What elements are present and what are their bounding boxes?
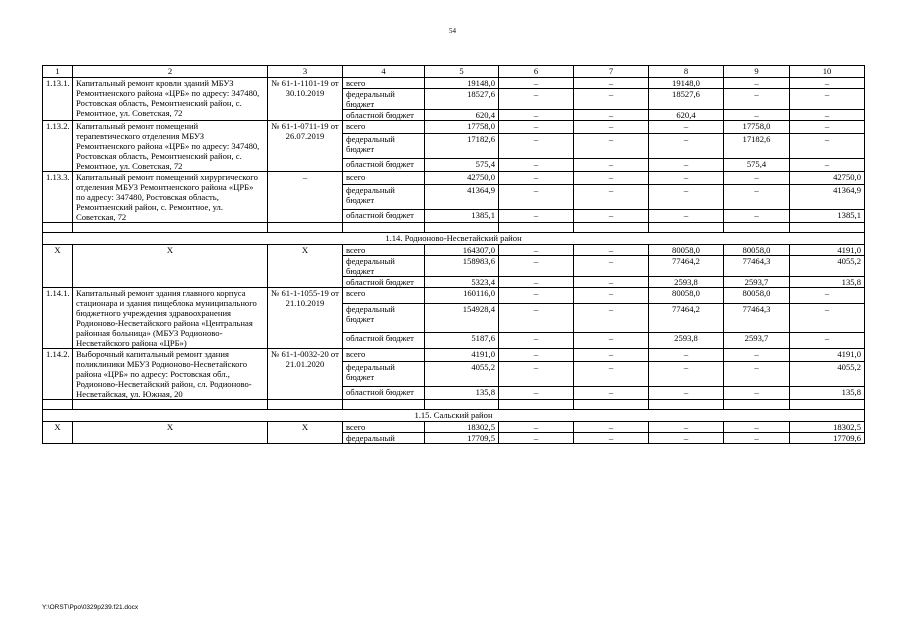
year-value-c9: 575,4 bbox=[724, 158, 790, 171]
year-value-c9: – bbox=[724, 110, 790, 121]
year-value-c8: 19148,0 bbox=[649, 78, 724, 89]
year-value-c6: – bbox=[499, 277, 574, 288]
year-value-c8: 620,4 bbox=[649, 110, 724, 121]
year-value-c6: – bbox=[499, 172, 574, 185]
year-value-c6: – bbox=[499, 256, 574, 277]
year-value-c6: – bbox=[499, 158, 574, 171]
year-value-c7: – bbox=[574, 89, 649, 110]
item-description: Х bbox=[73, 245, 268, 288]
year-value-c8: – bbox=[649, 158, 724, 171]
year-value-c8: 80058,0 bbox=[649, 288, 724, 304]
year-value-c6: – bbox=[499, 288, 574, 304]
empty-cell bbox=[499, 400, 574, 410]
funding-source: всего bbox=[343, 245, 425, 256]
year-value-c8: – bbox=[649, 362, 724, 387]
total-value: 575,4 bbox=[425, 158, 499, 171]
year-value-c6: – bbox=[499, 245, 574, 256]
empty-cell bbox=[268, 223, 343, 233]
year-value-c7: – bbox=[574, 185, 649, 210]
table-row bbox=[43, 121, 865, 134]
column-header: 1 bbox=[43, 66, 73, 78]
funding-source: федеральный бюджет bbox=[343, 256, 425, 277]
document-number: Х bbox=[268, 245, 343, 288]
total-value: 17182,6 bbox=[425, 134, 499, 159]
column-header-row bbox=[43, 66, 865, 78]
column-header: 4 bbox=[343, 66, 425, 78]
spacer-row bbox=[43, 223, 865, 233]
file-path-footer: Y:\ORST\Ppo\0329p239.f21.docx bbox=[42, 604, 139, 611]
year-value-c8: – bbox=[649, 349, 724, 362]
year-value-c6: – bbox=[499, 349, 574, 362]
year-value-c6: – bbox=[499, 185, 574, 210]
column-header: 10 bbox=[790, 66, 865, 78]
section-title: 1.14. Родионово-Несветайский район bbox=[43, 233, 865, 245]
total-value: 17709,5 bbox=[425, 433, 499, 444]
year-value-c7: – bbox=[574, 386, 649, 399]
item-number: 1.14.1. bbox=[43, 288, 73, 349]
table-row bbox=[43, 422, 865, 433]
year-value-c10: 42750,0 bbox=[790, 172, 865, 185]
year-value-c7: – bbox=[574, 433, 649, 444]
section-title: 1.15. Сальский район bbox=[43, 410, 865, 422]
empty-cell bbox=[343, 223, 425, 233]
document-number: № 61-1-1101-19 от 30.10.2019 bbox=[268, 78, 343, 121]
total-value: 5187,6 bbox=[425, 333, 499, 349]
item-description: Капитальный ремонт помещений терапевтического отделения МБУЗ Ремонтненского района «ЦРБ» по адресу: 347480, Ростовская область, Ремонтненский район, с. Ремонтное, ул. Советская, 72 bbox=[73, 121, 268, 172]
year-value-c9: – bbox=[724, 349, 790, 362]
column-header: 9 bbox=[724, 66, 790, 78]
year-value-c9: – bbox=[724, 433, 790, 444]
year-value-c9: – bbox=[724, 362, 790, 387]
year-value-c8: 18527,6 bbox=[649, 89, 724, 110]
year-value-c10: 4055,2 bbox=[790, 362, 865, 387]
funding-source: всего bbox=[343, 349, 425, 362]
total-value: 42750,0 bbox=[425, 172, 499, 185]
funding-source: областной бюджет bbox=[343, 277, 425, 288]
funding-source: федеральный бюджет bbox=[343, 362, 425, 387]
empty-cell bbox=[649, 223, 724, 233]
year-value-c7: – bbox=[574, 134, 649, 159]
year-value-c10: – bbox=[790, 333, 865, 349]
year-value-c7: – bbox=[574, 172, 649, 185]
item-number: 1.14.2. bbox=[43, 349, 73, 400]
year-value-c8: – bbox=[649, 209, 724, 222]
table-row bbox=[43, 288, 865, 304]
funding-source: областной бюджет bbox=[343, 386, 425, 399]
table-body bbox=[43, 66, 865, 444]
year-value-c10: – bbox=[790, 110, 865, 121]
total-value: 17758,0 bbox=[425, 121, 499, 134]
year-value-c10: 135,8 bbox=[790, 386, 865, 399]
year-value-c6: – bbox=[499, 303, 574, 333]
document-number: № 61-1-1055-19 от 21.10.2019 bbox=[268, 288, 343, 349]
empty-cell bbox=[43, 223, 73, 233]
year-value-c9: – bbox=[724, 386, 790, 399]
empty-cell bbox=[343, 400, 425, 410]
column-header: 3 bbox=[268, 66, 343, 78]
empty-cell bbox=[790, 223, 865, 233]
column-header: 8 bbox=[649, 66, 724, 78]
year-value-c9: 2593,7 bbox=[724, 277, 790, 288]
year-value-c10: – bbox=[790, 121, 865, 134]
year-value-c10: 4055,2 bbox=[790, 256, 865, 277]
year-value-c6: – bbox=[499, 209, 574, 222]
year-value-c6: – bbox=[499, 89, 574, 110]
year-value-c8: – bbox=[649, 134, 724, 159]
year-value-c8: 2593,8 bbox=[649, 277, 724, 288]
funding-source: федеральный bbox=[343, 433, 425, 444]
funding-source: всего bbox=[343, 78, 425, 89]
year-value-c10: 18302,5 bbox=[790, 422, 865, 433]
year-value-c9: 77464,3 bbox=[724, 256, 790, 277]
year-value-c7: – bbox=[574, 110, 649, 121]
year-value-c9: 17758,0 bbox=[724, 121, 790, 134]
page-number: 54 bbox=[449, 27, 456, 35]
year-value-c9: – bbox=[724, 172, 790, 185]
year-value-c7: – bbox=[574, 256, 649, 277]
item-number: Х bbox=[43, 422, 73, 444]
year-value-c7: – bbox=[574, 277, 649, 288]
year-value-c6: – bbox=[499, 134, 574, 159]
year-value-c8: 2593,8 bbox=[649, 333, 724, 349]
year-value-c9: 2593,7 bbox=[724, 333, 790, 349]
year-value-c8: – bbox=[649, 386, 724, 399]
year-value-c7: – bbox=[574, 158, 649, 171]
empty-cell bbox=[43, 400, 73, 410]
total-value: 160116,0 bbox=[425, 288, 499, 304]
total-value: 164307,0 bbox=[425, 245, 499, 256]
item-description: Капитальный ремонт здания главного корпуса стационара и здания пищеблока муниципального бюджетного учреждения здравоохранения Родионово-Несветайского района «Центральная районная больница» (МБУЗ Родионово-Несветайского района «ЦРБ») bbox=[73, 288, 268, 349]
funding-source: федеральный бюджет bbox=[343, 303, 425, 333]
table-row bbox=[43, 245, 865, 256]
year-value-c10: – bbox=[790, 78, 865, 89]
year-value-c7: – bbox=[574, 362, 649, 387]
item-number: 1.13.3. bbox=[43, 172, 73, 223]
item-number: Х bbox=[43, 245, 73, 288]
funding-source: всего bbox=[343, 288, 425, 304]
year-value-c6: – bbox=[499, 78, 574, 89]
item-description: Выборочный капитальный ремонт здания поликлиники МБУЗ Родионово-Несветайского района «ЦРБ» по адресу: Ростовская обл., Родионово-Несветайский район, сл. Родионово-Несветайская, ул. Южная, 20 bbox=[73, 349, 268, 400]
year-value-c6: – bbox=[499, 110, 574, 121]
year-value-c9: – bbox=[724, 422, 790, 433]
table-row bbox=[43, 172, 865, 185]
year-value-c9: 80058,0 bbox=[724, 245, 790, 256]
column-header: 2 bbox=[73, 66, 268, 78]
section-row bbox=[43, 233, 865, 245]
empty-cell bbox=[790, 400, 865, 410]
year-value-c7: – bbox=[574, 288, 649, 304]
document-number: Х bbox=[268, 422, 343, 444]
funding-source: областной бюджет bbox=[343, 209, 425, 222]
year-value-c10: – bbox=[790, 89, 865, 110]
document-number: № 61-1-0711-19 от 26.07.2019 bbox=[268, 121, 343, 172]
year-value-c8: 77464,2 bbox=[649, 303, 724, 333]
year-value-c9: 17182,6 bbox=[724, 134, 790, 159]
item-description: Капитальный ремонт помещений хирургического отделения МБУЗ Ремонтненского района «ЦРБ» по адресу: 347480, Ростовская область, Ремонтненский район, с. Ремонтное, ул. Советская, 72 bbox=[73, 172, 268, 223]
year-value-c10: 1385,1 bbox=[790, 209, 865, 222]
year-value-c8: 77464,2 bbox=[649, 256, 724, 277]
empty-cell bbox=[73, 400, 268, 410]
column-header: 6 bbox=[499, 66, 574, 78]
year-value-c10: – bbox=[790, 288, 865, 304]
year-value-c6: – bbox=[499, 386, 574, 399]
year-value-c6: – bbox=[499, 333, 574, 349]
year-value-c9: – bbox=[724, 89, 790, 110]
document-number: № 61-1-0032-20 от 21.01.2020 bbox=[268, 349, 343, 400]
year-value-c10: – bbox=[790, 158, 865, 171]
empty-cell bbox=[425, 400, 499, 410]
funding-source: областной бюджет bbox=[343, 333, 425, 349]
year-value-c6: – bbox=[499, 362, 574, 387]
total-value: 154928,4 bbox=[425, 303, 499, 333]
year-value-c6: – bbox=[499, 433, 574, 444]
year-value-c9: – bbox=[724, 185, 790, 210]
item-number: 1.13.2. bbox=[43, 121, 73, 172]
year-value-c7: – bbox=[574, 422, 649, 433]
year-value-c9: – bbox=[724, 209, 790, 222]
year-value-c6: – bbox=[499, 422, 574, 433]
year-value-c7: – bbox=[574, 245, 649, 256]
empty-cell bbox=[73, 223, 268, 233]
year-value-c9: – bbox=[724, 78, 790, 89]
total-value: 158983,6 bbox=[425, 256, 499, 277]
year-value-c8: – bbox=[649, 121, 724, 134]
funding-source: областной бюджет bbox=[343, 110, 425, 121]
year-value-c7: – bbox=[574, 303, 649, 333]
funding-source: всего bbox=[343, 172, 425, 185]
year-value-c7: – bbox=[574, 121, 649, 134]
year-value-c10: 135,8 bbox=[790, 277, 865, 288]
empty-cell bbox=[724, 400, 790, 410]
year-value-c10: 17709,6 bbox=[790, 433, 865, 444]
funding-source: всего bbox=[343, 422, 425, 433]
year-value-c6: – bbox=[499, 121, 574, 134]
total-value: 1385,1 bbox=[425, 209, 499, 222]
column-header: 5 bbox=[425, 66, 499, 78]
empty-cell bbox=[649, 400, 724, 410]
table-row bbox=[43, 349, 865, 362]
empty-cell bbox=[499, 223, 574, 233]
budget-table bbox=[42, 65, 865, 444]
year-value-c8: – bbox=[649, 422, 724, 433]
year-value-c9: 77464,3 bbox=[724, 303, 790, 333]
total-value: 135,8 bbox=[425, 386, 499, 399]
year-value-c7: – bbox=[574, 78, 649, 89]
total-value: 18527,6 bbox=[425, 89, 499, 110]
item-description: Х bbox=[73, 422, 268, 444]
empty-cell bbox=[425, 223, 499, 233]
year-value-c9: 80058,0 bbox=[724, 288, 790, 304]
funding-source: федеральный бюджет bbox=[343, 185, 425, 210]
year-value-c7: – bbox=[574, 209, 649, 222]
year-value-c8: – bbox=[649, 185, 724, 210]
year-value-c7: – bbox=[574, 349, 649, 362]
total-value: 41364,9 bbox=[425, 185, 499, 210]
empty-cell bbox=[574, 400, 649, 410]
year-value-c10: 4191,0 bbox=[790, 349, 865, 362]
year-value-c8: 80058,0 bbox=[649, 245, 724, 256]
column-header: 7 bbox=[574, 66, 649, 78]
total-value: 18302,5 bbox=[425, 422, 499, 433]
year-value-c8: – bbox=[649, 172, 724, 185]
year-value-c10: – bbox=[790, 134, 865, 159]
total-value: 620,4 bbox=[425, 110, 499, 121]
funding-source: федеральный бюджет bbox=[343, 89, 425, 110]
empty-cell bbox=[724, 223, 790, 233]
empty-cell bbox=[268, 400, 343, 410]
funding-source: федеральный бюджет bbox=[343, 134, 425, 159]
spacer-row bbox=[43, 400, 865, 410]
empty-cell bbox=[574, 223, 649, 233]
year-value-c10: 4191,0 bbox=[790, 245, 865, 256]
document-number: – bbox=[268, 172, 343, 223]
year-value-c10: 41364,9 bbox=[790, 185, 865, 210]
section-row bbox=[43, 410, 865, 422]
total-value: 4191,0 bbox=[425, 349, 499, 362]
item-description: Капитальный ремонт кровли зданий МБУЗ Ремонтненского района «ЦРБ» по адресу: 347480, Ростовская область, Ремонтненский район, с. Ремонтное, ул. Советская, 72 bbox=[73, 78, 268, 121]
funding-source: всего bbox=[343, 121, 425, 134]
total-value: 19148,0 bbox=[425, 78, 499, 89]
total-value: 4055,2 bbox=[425, 362, 499, 387]
year-value-c10: – bbox=[790, 303, 865, 333]
total-value: 5323,4 bbox=[425, 277, 499, 288]
year-value-c8: – bbox=[649, 433, 724, 444]
table-row bbox=[43, 78, 865, 89]
item-number: 1.13.1. bbox=[43, 78, 73, 121]
year-value-c7: – bbox=[574, 333, 649, 349]
funding-source: областной бюджет bbox=[343, 158, 425, 171]
